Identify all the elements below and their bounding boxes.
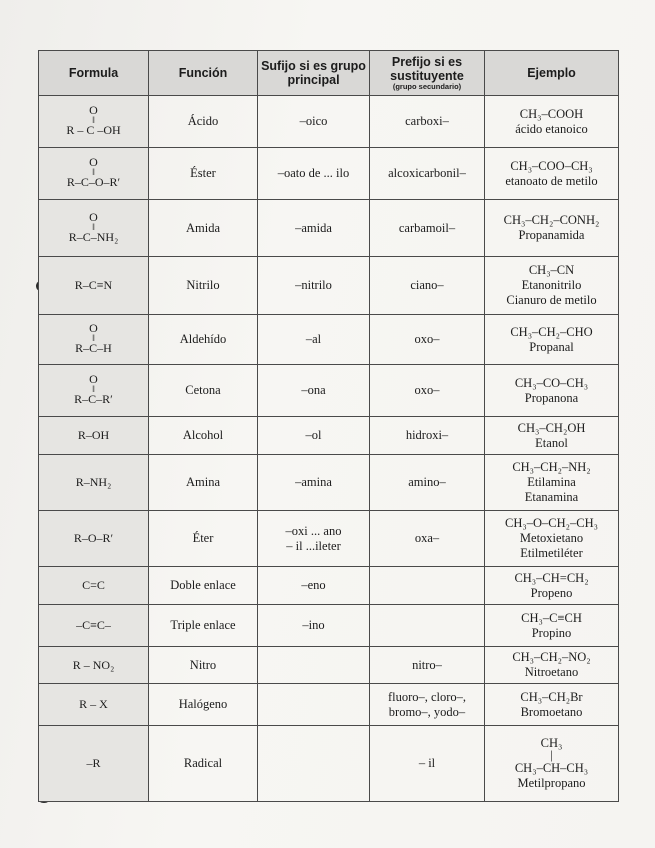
carbonyl-oxygen: O [89,209,98,224]
example-name: Propanamida [518,228,585,242]
formula-cell [39,315,149,365]
structural-formula [72,657,115,672]
formula-main: R–C–NH₂ [68,229,119,244]
table-row [39,726,619,802]
branch-bond-mark: | [550,747,553,762]
function-cell: Amina [149,455,258,511]
table-row [39,455,619,511]
header-prefijo-main: Prefijo si es sustituyente [390,55,464,83]
suffix-cell: –oxi ... ano – il ...ileter [258,511,370,567]
example-formula: CH₃–CH₂–NH₂ [512,460,591,474]
example-formula: CH₃–CH=CH₂ [514,570,589,585]
prefix-cell [370,605,485,647]
example-branch-formula: CH₃ [540,735,563,750]
formula-cell [39,96,149,148]
example-name: Metilpropano [517,775,586,790]
suffix-cell: –oico [258,96,370,148]
structural-formula [76,620,111,631]
table-row [39,647,619,684]
prefix-cell: carbamoil– [370,200,485,257]
carbonyl-oxygen: O [89,155,98,169]
structural-formula [79,699,108,710]
formula-cell [39,455,149,511]
structural-formula [66,105,120,136]
formula-cell [39,257,149,315]
example-name: Propino [531,625,572,640]
example-cell [485,200,619,257]
example-name: Nitroetano [524,665,579,679]
formula-main: –R [86,756,101,770]
example-name: etanoato de metilo [505,173,598,188]
prefix-cell: nitro– [370,647,485,684]
example-formula: CH₃–CH₂–CHO [510,324,593,339]
formula-cell [39,511,149,567]
formula-cell [39,647,149,684]
example-name: Etanol [535,435,568,450]
example-cell [485,684,619,726]
formula-cell [39,200,149,257]
structural-formula [74,533,113,544]
suffix-cell: –nitrilo [258,257,370,315]
example-formula: CH₃–CN [528,263,575,277]
example-cell [485,315,619,365]
carbonyl-oxygen: O [89,372,98,386]
header-sufijo: Sufijo si es grupo principal [258,51,370,96]
formula-main: R–NH₂ [75,475,112,489]
structural-formula [76,477,112,488]
table-row [39,605,619,647]
formula-cell [39,684,149,726]
prefix-cell: fluoro–, cloro–, bromo–, yodo– [370,684,485,726]
function-cell: Doble enlace [149,567,258,605]
formula-main: C=C [82,578,105,592]
example-formula: CH₃–CH–CH₃ [514,760,589,775]
formula-main: R–OH [77,428,110,442]
structural-formula [86,758,100,769]
formula-main: R–C–O–R′ [66,175,121,189]
function-cell: Éster [149,148,258,200]
example-formula: CH₃–CH₂Br [520,689,583,704]
formula-main: R–O–R′ [73,531,114,545]
table-row [39,148,619,200]
example-formula: CH₃–CH₂–NO₂ [512,650,591,664]
function-cell: Nitrilo [149,257,258,315]
function-cell: Amida [149,200,258,257]
structural-formula [75,280,112,291]
double-bond-mark: ‖ [92,333,95,343]
suffix-cell [258,684,370,726]
suffix-cell [258,647,370,684]
table-row [39,365,619,417]
double-bond-mark: ‖ [92,115,95,125]
suffix-cell: –amida [258,200,370,257]
function-cell: Triple enlace [149,605,258,647]
function-cell: Halógeno [149,684,258,726]
prefix-cell: carboxi– [370,96,485,148]
example-formula: CH₃–O–CH₂–CH₃ [505,516,598,530]
example-cell [485,96,619,148]
example-cell [485,365,619,417]
prefix-cell: amino– [370,455,485,511]
header-funcion: Función [149,51,258,96]
formula-main: R–C–R′ [74,392,113,406]
header-formula: Formula [39,51,149,96]
table-row [39,511,619,567]
function-cell: Nitro [149,647,258,684]
structural-formula [68,209,119,244]
function-cell: Alcohol [149,417,258,455]
example-cell [485,148,619,200]
suffix-cell: –ino [258,605,370,647]
double-bond-mark: ‖ [92,384,95,394]
example-cell [485,455,619,511]
example-formula: CH₃–CH₂OH [517,420,586,435]
suffix-cell: –al [258,315,370,365]
formula-cell [39,726,149,802]
example-cell [485,257,619,315]
formula-cell [39,417,149,455]
function-cell: Ácido [149,96,258,148]
prefix-cell: – il [370,726,485,802]
example-name: Propanal [529,339,574,354]
table-row [39,567,619,605]
example-formula: CH₃–COO–CH₃ [510,158,593,173]
structural-formula [82,580,105,591]
header-row [39,51,619,96]
table-row [39,96,619,148]
function-cell: Radical [149,726,258,802]
functional-groups-table [38,50,619,802]
example-name: Cianuro de metilo [506,293,597,307]
example-cell [485,511,619,567]
formula-main: R–C–H [75,341,112,355]
suffix-cell: –eno [258,567,370,605]
example-name: Metoxietano [519,531,584,545]
formula-main: R – C –OH [66,123,121,137]
example-name: Etilmetiléter [520,546,583,560]
carbonyl-oxygen: O [89,321,98,335]
prefix-cell: hidroxi– [370,417,485,455]
formula-main: R–C≡N [74,278,113,292]
example-formula: CH₃–CH₂–CONH₂ [503,213,600,227]
prefix-cell: oxo– [370,365,485,417]
header-prefijo [370,51,485,96]
structural-formula [78,430,109,441]
example-name: Bromoetano [520,704,583,719]
double-bond-mark: ‖ [92,167,95,177]
function-cell: Éter [149,511,258,567]
table-row [39,257,619,315]
table-row [39,200,619,257]
double-bond-mark: ‖ [92,221,95,232]
example-formula: CH₃–CO–CH₃ [514,375,589,390]
formula-main: –C≡C– [76,618,111,632]
structural-formula [67,157,120,188]
table-row [39,684,619,726]
suffix-cell: –ona [258,365,370,417]
example-cell [485,605,619,647]
example-cell [485,417,619,455]
formula-main: R – X [79,697,108,711]
example-cell [485,567,619,605]
example-name: Etilamina [527,475,576,489]
example-name: Etanamina [524,490,579,504]
example-cell [485,726,619,802]
example-cell [485,647,619,684]
suffix-cell [258,726,370,802]
formula-cell [39,365,149,417]
example-name: ácido etanoico [515,121,588,136]
prefix-cell [370,567,485,605]
prefix-cell: ciano– [370,257,485,315]
example-name: Etanonitrilo [521,278,582,292]
formula-main: R – NO₂ [72,657,115,672]
table-row [39,417,619,455]
suffix-cell: –amina [258,455,370,511]
function-cell: Aldehído [149,315,258,365]
header-ejemplo: Ejemplo [485,51,619,96]
example-formula: CH₃–C≡CH [521,610,582,625]
header-prefijo-sub: (grupo secundario) [392,82,462,91]
table-row [39,315,619,365]
carbonyl-oxygen: O [89,103,98,117]
structural-formula [74,374,113,405]
suffix-cell: –ol [258,417,370,455]
formula-cell [39,148,149,200]
formula-cell [39,567,149,605]
example-name: Propeno [530,585,573,600]
prefix-cell: oxo– [370,315,485,365]
formula-cell [39,605,149,647]
structural-formula [75,323,112,354]
prefix-cell: oxa– [370,511,485,567]
suffix-cell: –oato de ... ilo [258,148,370,200]
function-cell: Cetona [149,365,258,417]
prefix-cell: alcoxicarbonil– [370,148,485,200]
example-name: Propanona [524,390,579,405]
example-formula: CH₃–COOH [519,106,584,121]
